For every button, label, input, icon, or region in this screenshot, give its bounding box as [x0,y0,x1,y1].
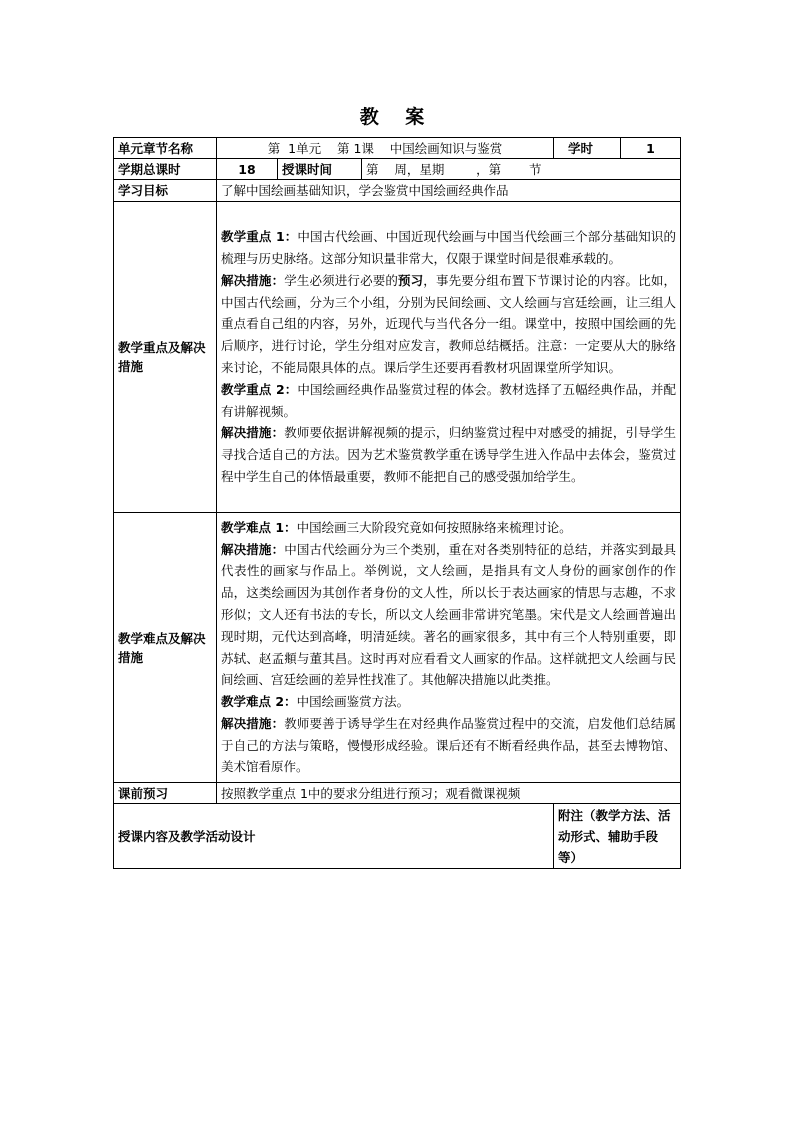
row-key-points [114,202,681,513]
key-point-1-solution [221,270,676,379]
difficulty-1-head: 教学难点 1： [221,519,297,535]
row-term [114,159,681,180]
term-hours-value: 18 [217,159,278,180]
unit-label: 单元章节名称 [114,138,217,159]
key-point-2 [221,379,676,423]
goals-label: 学习目标 [114,180,217,202]
row-unit [114,138,681,159]
solution-1-head: 解决措施： [221,272,285,288]
key-point-1 [221,226,676,270]
preview-text: 按照教学重点 1中的要求分组进行预习；观看微课视频 [217,783,681,804]
design-label: 授课内容及教学活动设计 [114,804,554,869]
key-point-2-head: 教学重点 2： [221,381,298,397]
key-point-1-text: 中国古代绘画、中国近现代绘画与中国当代绘画三个部分基础知识的梳理与历史脉络。这部分知识量非常大，仅限于课堂时间是很难承载的。 [221,229,676,267]
preview-label: 课前预习 [114,783,217,804]
hours-value: 1 [621,138,681,159]
row-design [114,804,681,869]
difficulty-1 [221,517,676,539]
difficulty-solution-1-text: 中国古代绘画分为三个类别，重在对各类别特征的总结，并落实到最具代表性的画家与作品上。举例说，文人绘画，是指具有文人身份的画家创作的作品，这类绘画因为其创作者身份的文人性，所以长于表达画家的情思与志趣，不求形似；文人还有书法的专长，所以文人绘画非常讲究笔墨。宋代是文人绘画普遍出现时期，元代达到高峰，明清延续。著名的画家很多，其中有三个人特别重要，即苏轼、赵孟頫与董其昌。这时再对应看看文人画家的作品。这样就把文人绘画与民间绘画、宫廷绘画的差异性找准了。其他解决措施以此类推。 [221,541,677,688]
solution-1-emphasis: 预习 [398,272,424,288]
key-point-1-head: 教学重点 1： [221,229,298,245]
document-title: 教 案 [359,106,435,128]
difficulty-2 [221,691,676,713]
key-points-label: 教学重点及解决措施 [114,202,217,513]
unit-value: 第 1单元 第 1课 中国绘画知识与鉴赏 [217,138,554,159]
row-goals [114,180,681,202]
difficulty-1-solution [221,539,676,692]
time-value: 第 周，星期 ，第 节 [362,159,681,180]
key-point-2-solution [221,422,676,487]
difficulty-solution-1-head: 解决措施： [221,541,285,557]
difficulty-2-text: 中国绘画鉴赏方法。 [296,694,410,710]
row-difficulties [114,513,681,783]
design-note: 附注（教学方法、活动形式、辅助手段等） [554,804,681,869]
goals-text: 了解中国绘画基础知识，学会鉴赏中国绘画经典作品 [217,180,681,202]
difficulties-label: 教学难点及解决措施 [114,513,217,783]
difficulty-solution-2-head: 解决措施： [221,715,285,731]
difficulty-1-text: 中国绘画三大阶段究竟如何按照脉络来梳理讨论。 [296,519,572,535]
solution-2-head: 解决措施： [221,425,285,441]
hours-label: 学时 [554,138,621,159]
solution-2-text: 教师要依据讲解视频的提示，归纳鉴赏过程中对感受的捕捉，引导学生寻找合适自己的方法。因为艺术鉴赏教学重在诱导学生进入作品中去体会，鉴赏过程中学生自己的体悟最重要，教师不能把自己的感受强加给学生。 [221,425,677,484]
key-points-content [217,202,681,513]
term-hours-label: 学期总课时 [114,159,217,180]
difficulty-2-solution [221,713,676,778]
solution-1-text-cont: ，事先要分组布置下节课讨论的内容。比如，中国古代绘画，分为三个小组，分别为民间绘画、文人绘画与宫廷绘画，让三组人重点看自己组的内容，另外，近现代与当代各分一组。课堂中，按照中国绘画的先后顺序，进行讨论，学生分组对应发言，教师总结概括。注意：一定要从大的脉络来讨论，不能局限具体的点。课后学生还要再看教材巩固课堂所学知识。 [221,272,677,375]
row-preview [114,783,681,804]
difficulty-2-head: 教学难点 2： [221,694,297,710]
difficulty-solution-2-text: 教师要善于诱导学生在对经典作品鉴赏过程中的交流，启发他们总结属于自己的方法与策略，慢慢形成经验。课后还有不断看经典作品，甚至去博物馆、美术馆看原作。 [221,715,677,775]
difficulties-content [217,513,681,783]
lesson-plan-table [113,137,681,869]
solution-1-text: 学生必须进行必要的 [284,272,398,288]
time-label: 授课时间 [278,159,362,180]
key-point-2-text: 中国绘画经典作品鉴赏过程的体会。教材选择了五幅经典作品，并配有讲解视频。 [221,381,676,419]
